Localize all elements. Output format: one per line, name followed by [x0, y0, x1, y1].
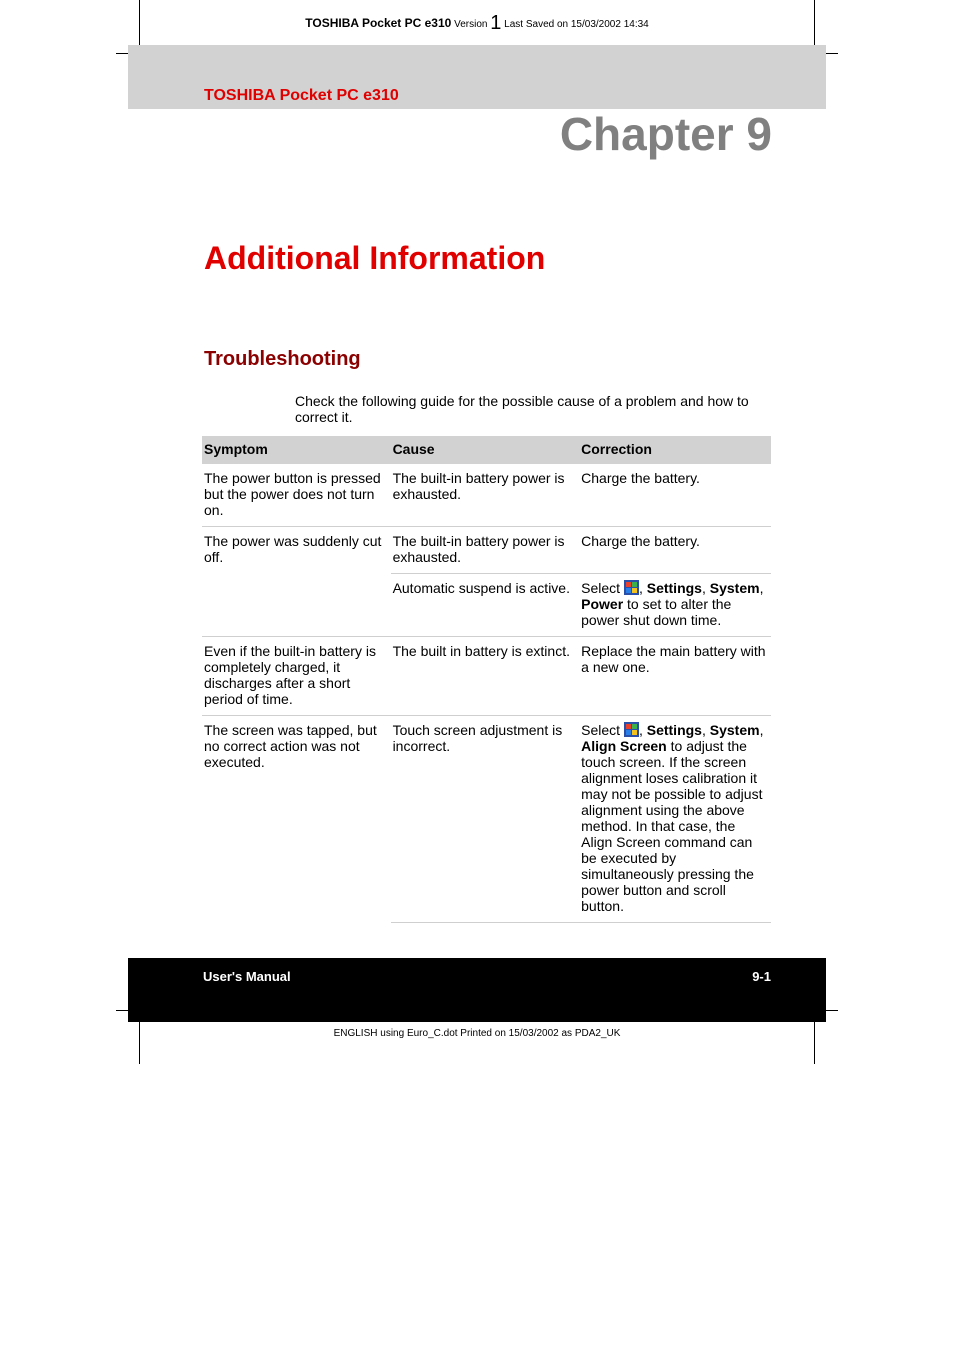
column-header-correction: Correction [579, 436, 771, 464]
correction-cell: Charge the battery. [579, 464, 771, 527]
document-meta [0, 12, 954, 35]
cause-cell: Touch screen adjustment is incorrect. [391, 716, 580, 923]
correction-cell: Select , Settings, System, Align Screen to adjust the touch screen. If the screen alignment loses calibration it may not be possible to adjust alignment using the above method. In that case, the Align Screen command can be executed by simultaneously pressing the power button and scroll button. [579, 716, 771, 923]
page-number: 9-1 [752, 969, 771, 984]
cause-cell: The built in battery is extinct. [391, 637, 580, 716]
table-row [202, 637, 771, 716]
settings-label: Settings [646, 580, 702, 596]
table-row [202, 464, 771, 527]
table-row [202, 527, 771, 574]
system-label: System [709, 580, 760, 596]
document-name: TOSHIBA Pocket PC e310 [305, 16, 452, 30]
subsection-title: Troubleshooting [204, 348, 361, 370]
cause-cell: The built-in battery power is exhausted. [391, 527, 580, 574]
column-header-cause: Cause [391, 436, 580, 464]
section-title: Additional Information [204, 240, 546, 276]
correction-cell: Select , Settings, System, Power to set to alter the power shut down time. [579, 574, 771, 637]
column-header-symptom: Symptom [202, 436, 391, 464]
align-screen-label: Align Screen [581, 738, 667, 754]
windows-start-icon [624, 580, 639, 595]
correction-cell: Charge the battery. [579, 527, 771, 574]
table-header-row [202, 436, 771, 464]
power-label: Power [581, 596, 624, 612]
version-label: Version [454, 19, 488, 30]
chapter-title: Chapter 9 [559, 108, 772, 160]
settings-label: Settings [646, 722, 702, 738]
correction-cell: Replace the main battery with a new one. [579, 637, 771, 716]
intro-paragraph: Check the following guide for the possible cause of a problem and how to correct it. [295, 393, 749, 425]
crop-mark [116, 1010, 128, 1011]
symptom-cell: The screen was tapped, but no correct action was not executed. [204, 722, 377, 770]
system-label: System [709, 722, 760, 738]
last-saved: Last Saved on 15/03/2002 14:34 [504, 19, 649, 30]
table-row [202, 716, 771, 923]
cause-cell: The built-in battery power is exhausted. [391, 464, 580, 527]
crop-mark [826, 53, 838, 54]
footer-manual-title: User's Manual [203, 969, 291, 984]
symptom-cell [202, 574, 391, 637]
table-row [202, 574, 771, 637]
cause-cell: Automatic suspend is active. [391, 574, 580, 637]
crop-mark [116, 53, 128, 54]
header-product: TOSHIBA Pocket PC e310 [204, 87, 399, 104]
footer-band [128, 958, 826, 1022]
symptom-cell: Even if the built-in battery is completely charged, it discharges after a short period of time. [202, 637, 391, 716]
troubleshooting-table [202, 436, 771, 923]
windows-start-icon [624, 722, 639, 737]
version-number: 1 [490, 12, 502, 34]
symptom-cell: The power button is pressed but the power does not turn on. [202, 464, 391, 527]
crop-mark [826, 1010, 838, 1011]
symptom-cell: The power was suddenly cut off. [204, 533, 382, 565]
print-meta: ENGLISH using Euro_C.dot Printed on 15/03/2002 as PDA2_UK [333, 1028, 621, 1039]
